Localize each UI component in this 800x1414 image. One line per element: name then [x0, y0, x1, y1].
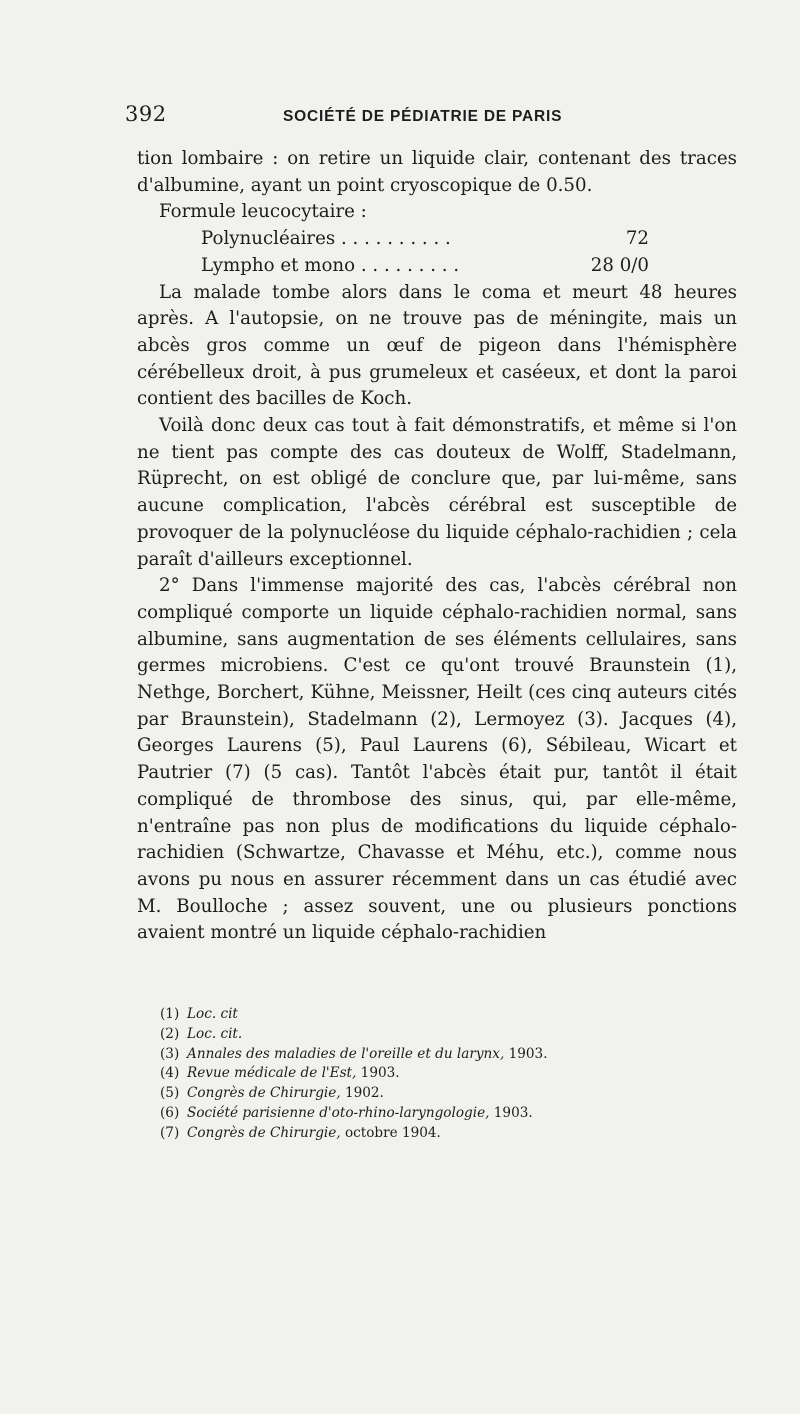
paragraph-3: Voilà donc deux cas tout à fait démonstratifs, et même si l'on ne tient pas compte des cas douteux de Wolff, Stadelmann, Rüprecht, on est obligé de conclure que, par lui-même, sans aucune complication, l'abcès cérébral est susceptible de provoquer de la polynucléose du liquide céphalo-rachidien ; cela paraît d'ailleurs exceptionnel. — [137, 415, 737, 570]
page-number: 392 — [125, 102, 167, 126]
formula-row-value: 72 — [625, 228, 649, 250]
footnote-detail: 1902. — [340, 1085, 384, 1102]
formula-row-lympho — [201, 253, 649, 280]
body-text — [137, 146, 737, 947]
footnote-source: Loc. cit. — [187, 1025, 243, 1042]
footnote-detail: octobre 1904. — [340, 1124, 441, 1141]
footnotes — [160, 1005, 720, 1144]
footnote-7 — [160, 1124, 720, 1144]
footnote-source: Revue médicale de l'Est, — [187, 1065, 357, 1082]
formula-row-label: Lympho et mono . . . . . . . . . — [201, 254, 460, 276]
footnote-number: (7) — [160, 1124, 180, 1141]
footnote-source: Congrès de Chirurgie, — [187, 1124, 341, 1141]
formula-row-label: Polynucléaires . . . . . . . . . . — [201, 228, 451, 250]
footnote-source: Société parisienne d'oto-rhino-laryngologie, — [187, 1104, 490, 1121]
footnote-2 — [160, 1025, 720, 1045]
footnote-3 — [160, 1045, 720, 1065]
footnote-source: Loc. cit — [187, 1006, 238, 1022]
footnote-6 — [160, 1104, 720, 1124]
formula-label: Formule leucocytaire : — [159, 201, 367, 223]
paragraph-1: tion lombaire : on retire un liquide clair, contenant des traces d'albumine, ayant un point cryoscopique de 0.50. — [137, 148, 737, 196]
footnote-5 — [160, 1084, 720, 1104]
footnote-1 — [160, 1005, 720, 1025]
footnote-number: (1) — [160, 1006, 180, 1022]
footnote-number: (2) — [160, 1025, 180, 1042]
formula-row-value: 28 0/0 — [590, 254, 649, 276]
paragraph-4: 2° Dans l'immense majorité des cas, l'abcès cérébral non compliqué comporte un liquide céphalo-rachidien normal, sans albumine, sans augmentation de ses éléments cellulaires, sans germes microbiens. C'est ce qu'ont trouvé Braunstein (1), Nethge, Borchert, Kühne, Meissner, Heilt (ces cinq auteurs cités par Braunstein), Stadelmann (2), Lermoyez (3). Jacques (4), Georges Laurens (5), Paul Laurens (6), Sébileau, Wicart et Pautrier (7) (5 cas). Tantôt l'abcès était pur, tantôt il était compliqué de thrombose des sinus, qui, par elle-même, n'entraîne pas non plus de modifications du liquide céphalo-rachidien (Schwartze, Chavasse et Méhu, etc.), comme nous avons pu nous en assurer récemment dans un cas étudié avec M. Boulloche ; assez souvent, une ou plusieurs ponctions avaient montré un liquide céphalo-rachidien — [137, 575, 737, 944]
footnote-detail: 1903. — [504, 1045, 548, 1062]
formula-row-polynuclear — [201, 226, 649, 253]
paragraph-2: La malade tombe alors dans le coma et meurt 48 heures après. A l'autopsie, on ne trouve pas de méningite, mais un abcès gros comme un œuf de pigeon dans l'hémisphère cérébelleux droit, à pus grumeleux et caséeux, et dont la paroi contient des bacilles de Koch. — [137, 281, 737, 410]
footnote-source: Congrès de Chirurgie, — [187, 1085, 341, 1102]
footnote-number: (3) — [160, 1045, 180, 1062]
footnote-detail: 1903. — [356, 1065, 400, 1082]
footnote-source: Annales des maladies de l'oreille et du larynx, — [187, 1045, 505, 1062]
footnote-4 — [160, 1064, 720, 1084]
footnote-number: (6) — [160, 1104, 180, 1121]
footnote-number: (4) — [160, 1065, 180, 1082]
footnote-detail: 1903. — [489, 1104, 533, 1121]
running-head: SOCIÉTÉ DE PÉDIATRIE DE PARIS — [283, 108, 563, 125]
footnote-number: (5) — [160, 1085, 180, 1102]
